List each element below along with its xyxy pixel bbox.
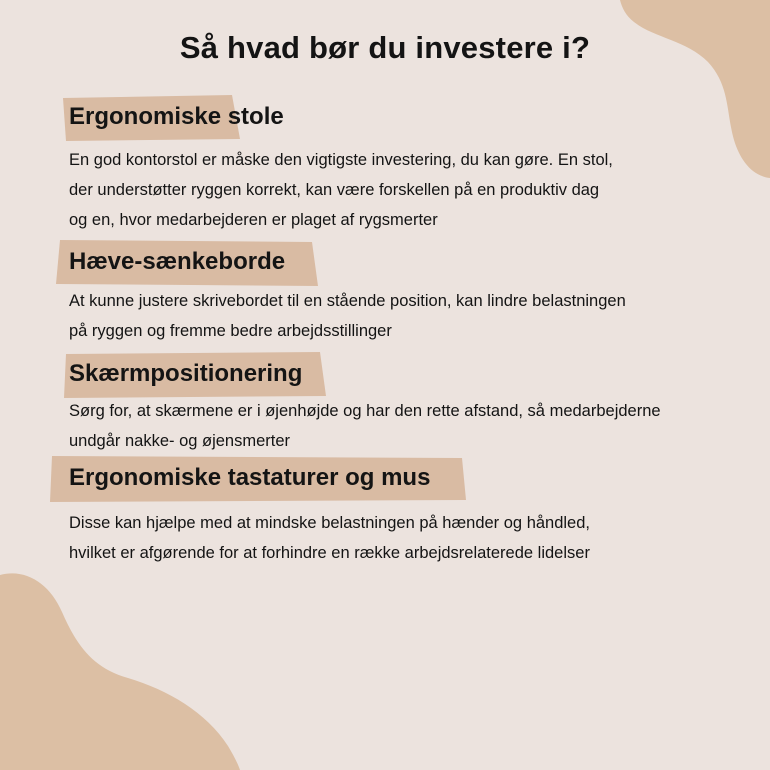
section-heading: Skærmpositionering xyxy=(69,360,303,387)
body-line: og en, hvor medarbejderen er plaget af rygsmerter xyxy=(69,211,438,229)
section-body xyxy=(69,286,759,346)
decorative-blob-bottom-left xyxy=(0,570,240,770)
section-heading: Ergonomiske stole xyxy=(69,103,284,130)
body-line: Disse kan hjælpe med at mindske belastningen på hænder og håndled, xyxy=(69,514,590,532)
section-body xyxy=(69,145,759,235)
section-heading-highlight xyxy=(0,456,466,502)
section-heading-highlight xyxy=(0,95,284,141)
body-line: der understøtter ryggen korrekt, kan være forskellen på en produktiv dag xyxy=(69,181,600,199)
body-line: på ryggen og fremme bedre arbejdsstillinger xyxy=(69,322,392,340)
section-heading-highlight xyxy=(0,240,318,286)
section-heading: Hæve-sænkeborde xyxy=(69,248,286,275)
page-title: Så hvad bør du investere i? xyxy=(179,30,591,65)
section-heading: Ergonomiske tastaturer og mus xyxy=(69,464,431,491)
body-line: At kunne justere skrivebordet til en stående position, kan lindre belastningen xyxy=(69,292,626,310)
section-body xyxy=(69,396,759,456)
body-line: hvilket er afgørende for at forhindre en række arbejdsrelaterede lidelser xyxy=(69,544,590,562)
body-line: undgår nakke- og øjensmerter xyxy=(69,432,291,450)
section-body xyxy=(69,508,759,568)
body-line: En god kontorstol er måske den vigtigste investering, du kan gøre. En stol, xyxy=(69,151,613,169)
section-heading-highlight xyxy=(0,352,326,398)
body-line: Sørg for, at skærmene er i øjenhøjde og har den rette afstand, så medarbejderne xyxy=(69,402,661,420)
